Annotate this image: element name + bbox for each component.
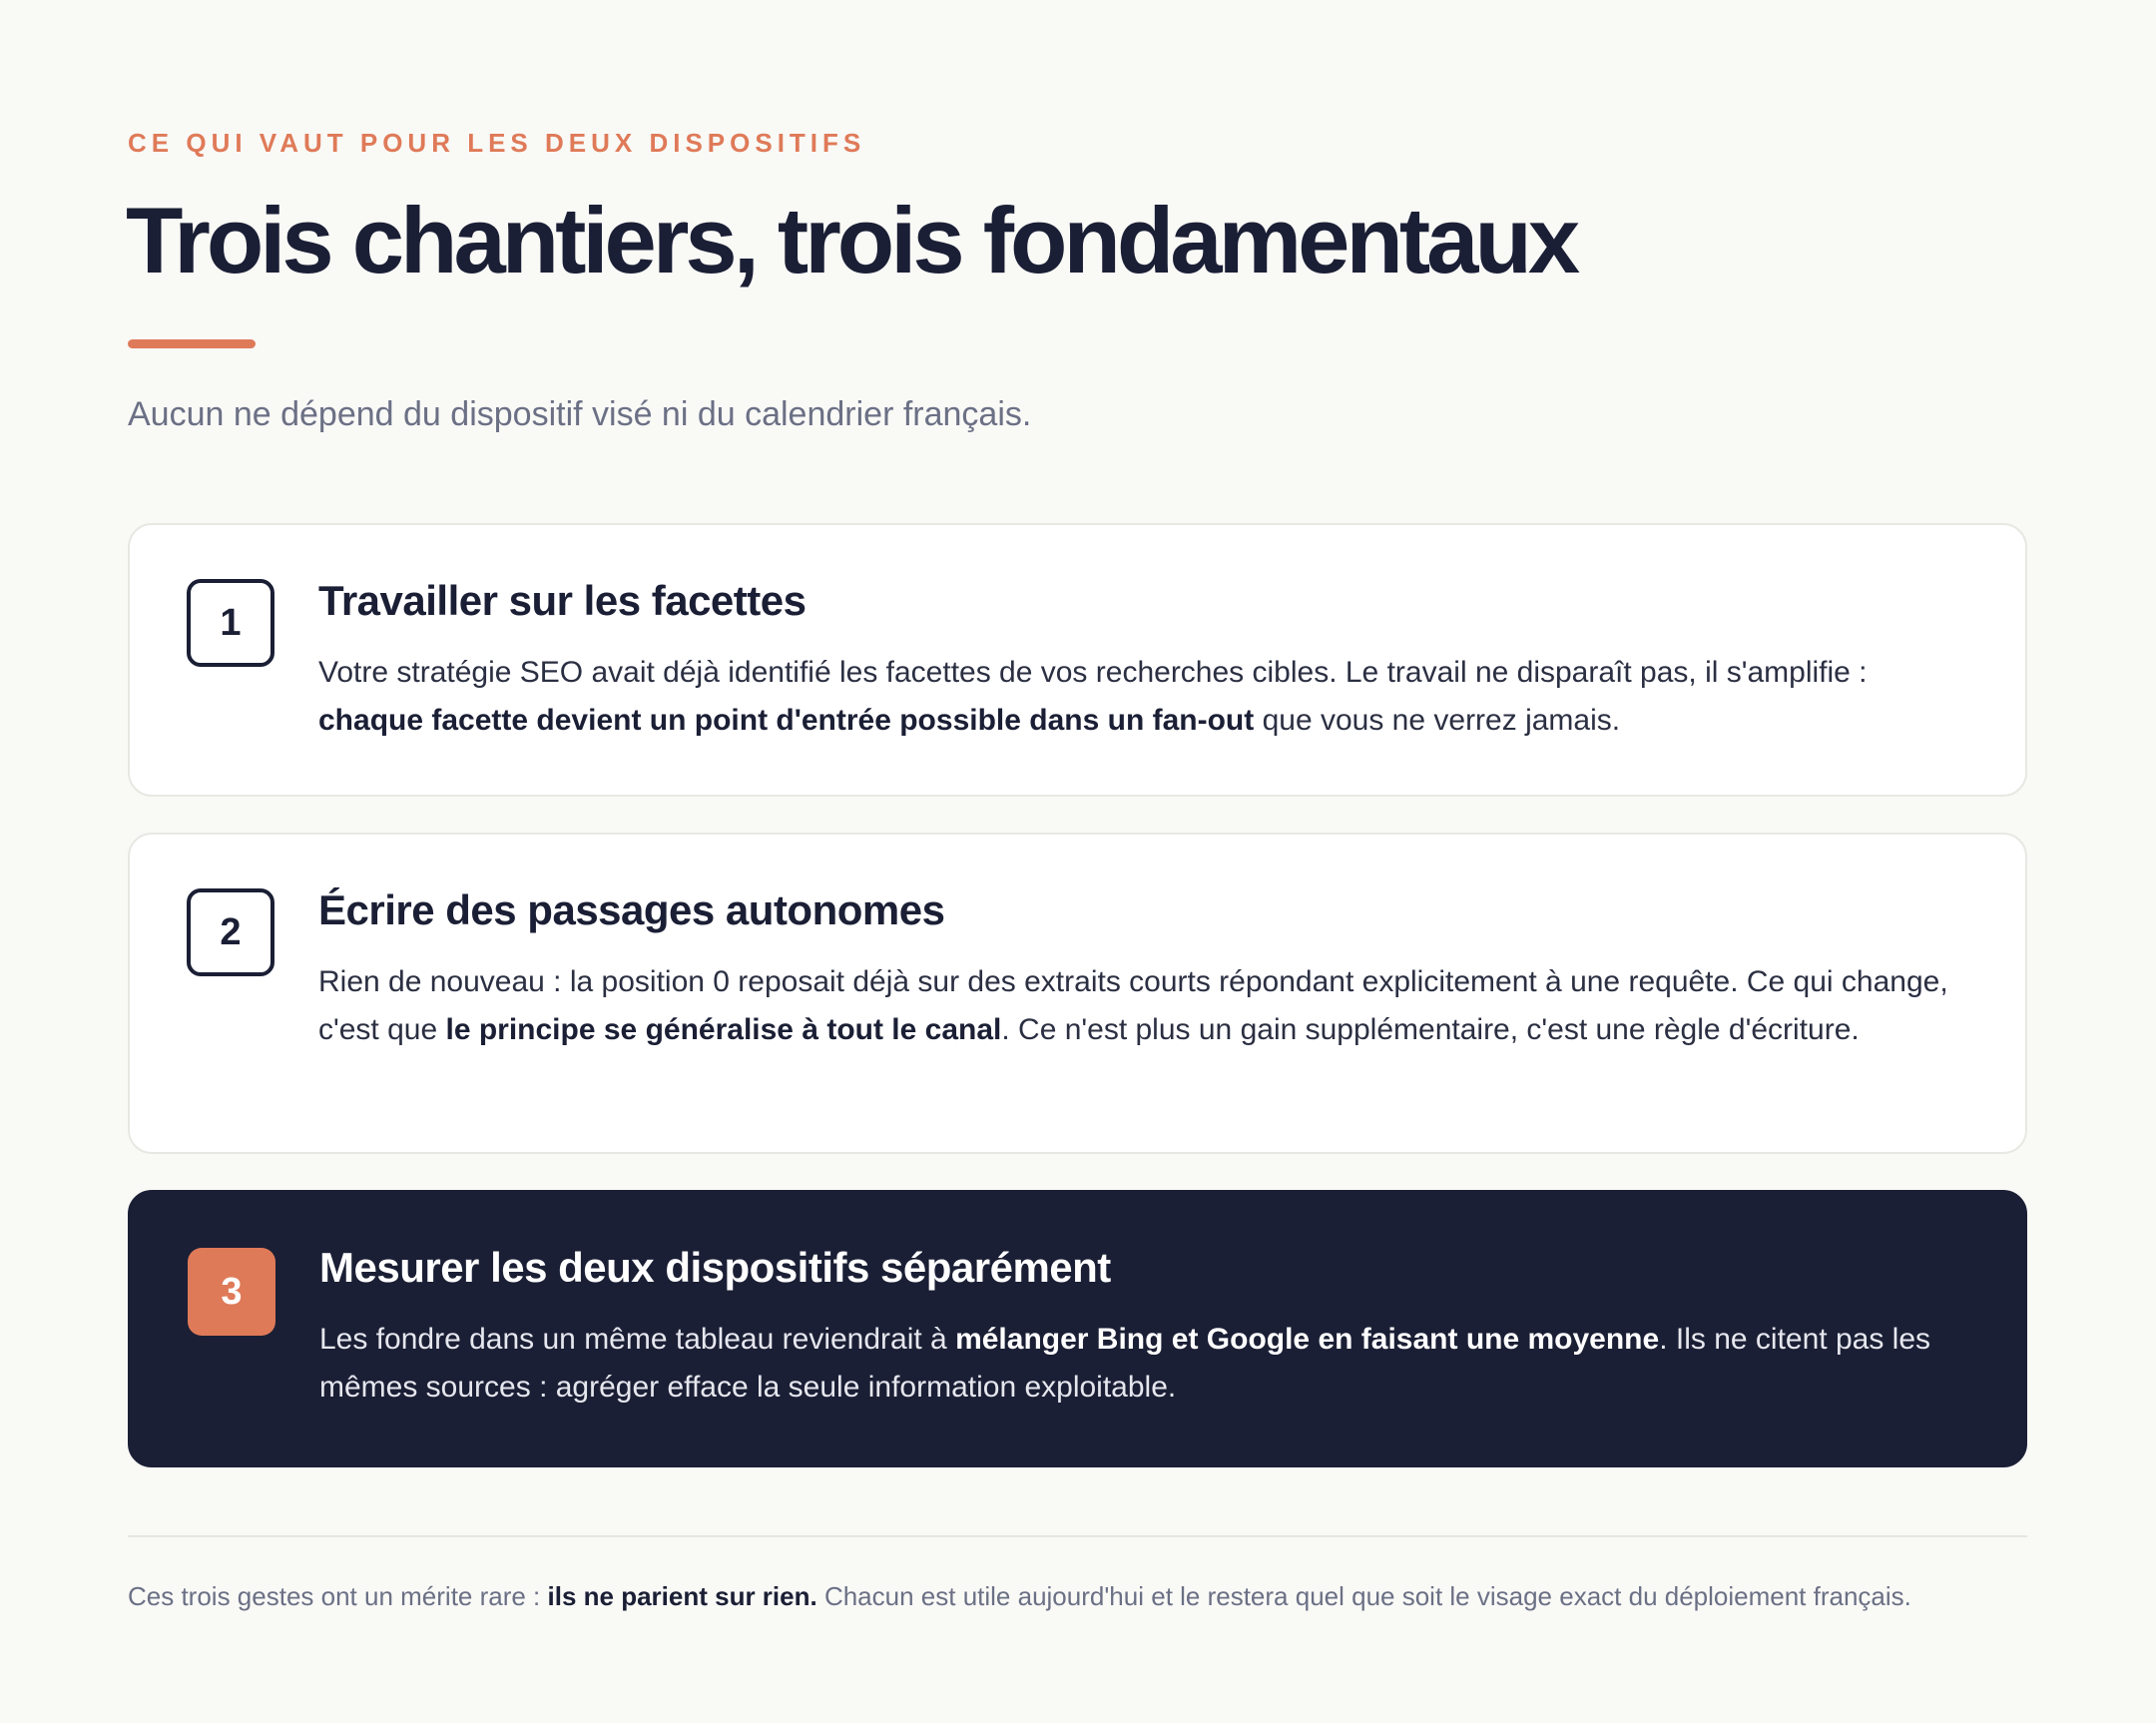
step-card-3-highlight bbox=[128, 1190, 2027, 1467]
step-text-lead: Votre stratégie SEO avait déjà identifié les facettes de vos recherches cibles. Le travail ne disparaît pas, il s'amplifie : bbox=[318, 656, 1868, 689]
footer-text-emphasis: ils ne parient sur rien. bbox=[547, 1581, 817, 1611]
step-text-lead: Les fondre dans un même tableau reviendrait à bbox=[319, 1323, 956, 1356]
step-text-lead: Rien de nouveau : la position 0 reposait déjà sur des extraits courts répondant explicitement à une requête. Ce qui change, c'est que bbox=[318, 965, 1948, 1046]
step-title: Mesurer les deux dispositifs séparément bbox=[319, 1244, 1111, 1291]
step-text-emphasis: le principe se généralise à tout le canal bbox=[445, 1013, 1002, 1046]
step-title: Écrire des passages autonomes bbox=[318, 886, 945, 933]
step-text-emphasis: chaque facette devient un point d'entrée possible dans un fan-out bbox=[318, 704, 1255, 737]
step-card-2 bbox=[128, 833, 2027, 1154]
section-eyebrow: CE QUI VAUT POUR LES DEUX DISPOSITIFS bbox=[128, 128, 866, 158]
step-text-emphasis: mélanger Bing et Google en faisant une moyenne bbox=[955, 1323, 1660, 1356]
footer-divider bbox=[128, 1535, 2027, 1537]
footer-note bbox=[128, 1581, 1911, 1612]
step-description bbox=[318, 649, 1975, 745]
step-text-tail: . Ils ne citent pas les mêmes sources : agréger efface la seule information exploitable. bbox=[319, 1323, 1931, 1404]
step-description bbox=[318, 958, 1975, 1054]
footer-text-lead: Ces trois gestes ont un mérite rare : bbox=[128, 1581, 548, 1611]
step-text-tail: . Ce n'est plus un gain supplémentaire, c'est une règle d'écriture. bbox=[1001, 1013, 1860, 1046]
title-accent-rule bbox=[128, 339, 256, 348]
step-number-badge: 3 bbox=[188, 1248, 275, 1336]
step-number-badge: 2 bbox=[187, 888, 274, 976]
page-subtitle: Aucun ne dépend du dispositif visé ni du calendrier français. bbox=[128, 395, 1032, 433]
page-title: Trois chantiers, trois fondamentaux bbox=[126, 188, 1577, 292]
step-description bbox=[319, 1316, 1976, 1412]
step-text-tail: que vous ne verrez jamais. bbox=[1254, 704, 1621, 737]
step-number-badge: 1 bbox=[187, 579, 274, 667]
step-card-1 bbox=[128, 523, 2027, 797]
step-title: Travailler sur les facettes bbox=[318, 577, 807, 624]
footer-text-tail: Chacun est utile aujourd'hui et le restera quel que soit le visage exact du déploiement français. bbox=[816, 1581, 1911, 1611]
